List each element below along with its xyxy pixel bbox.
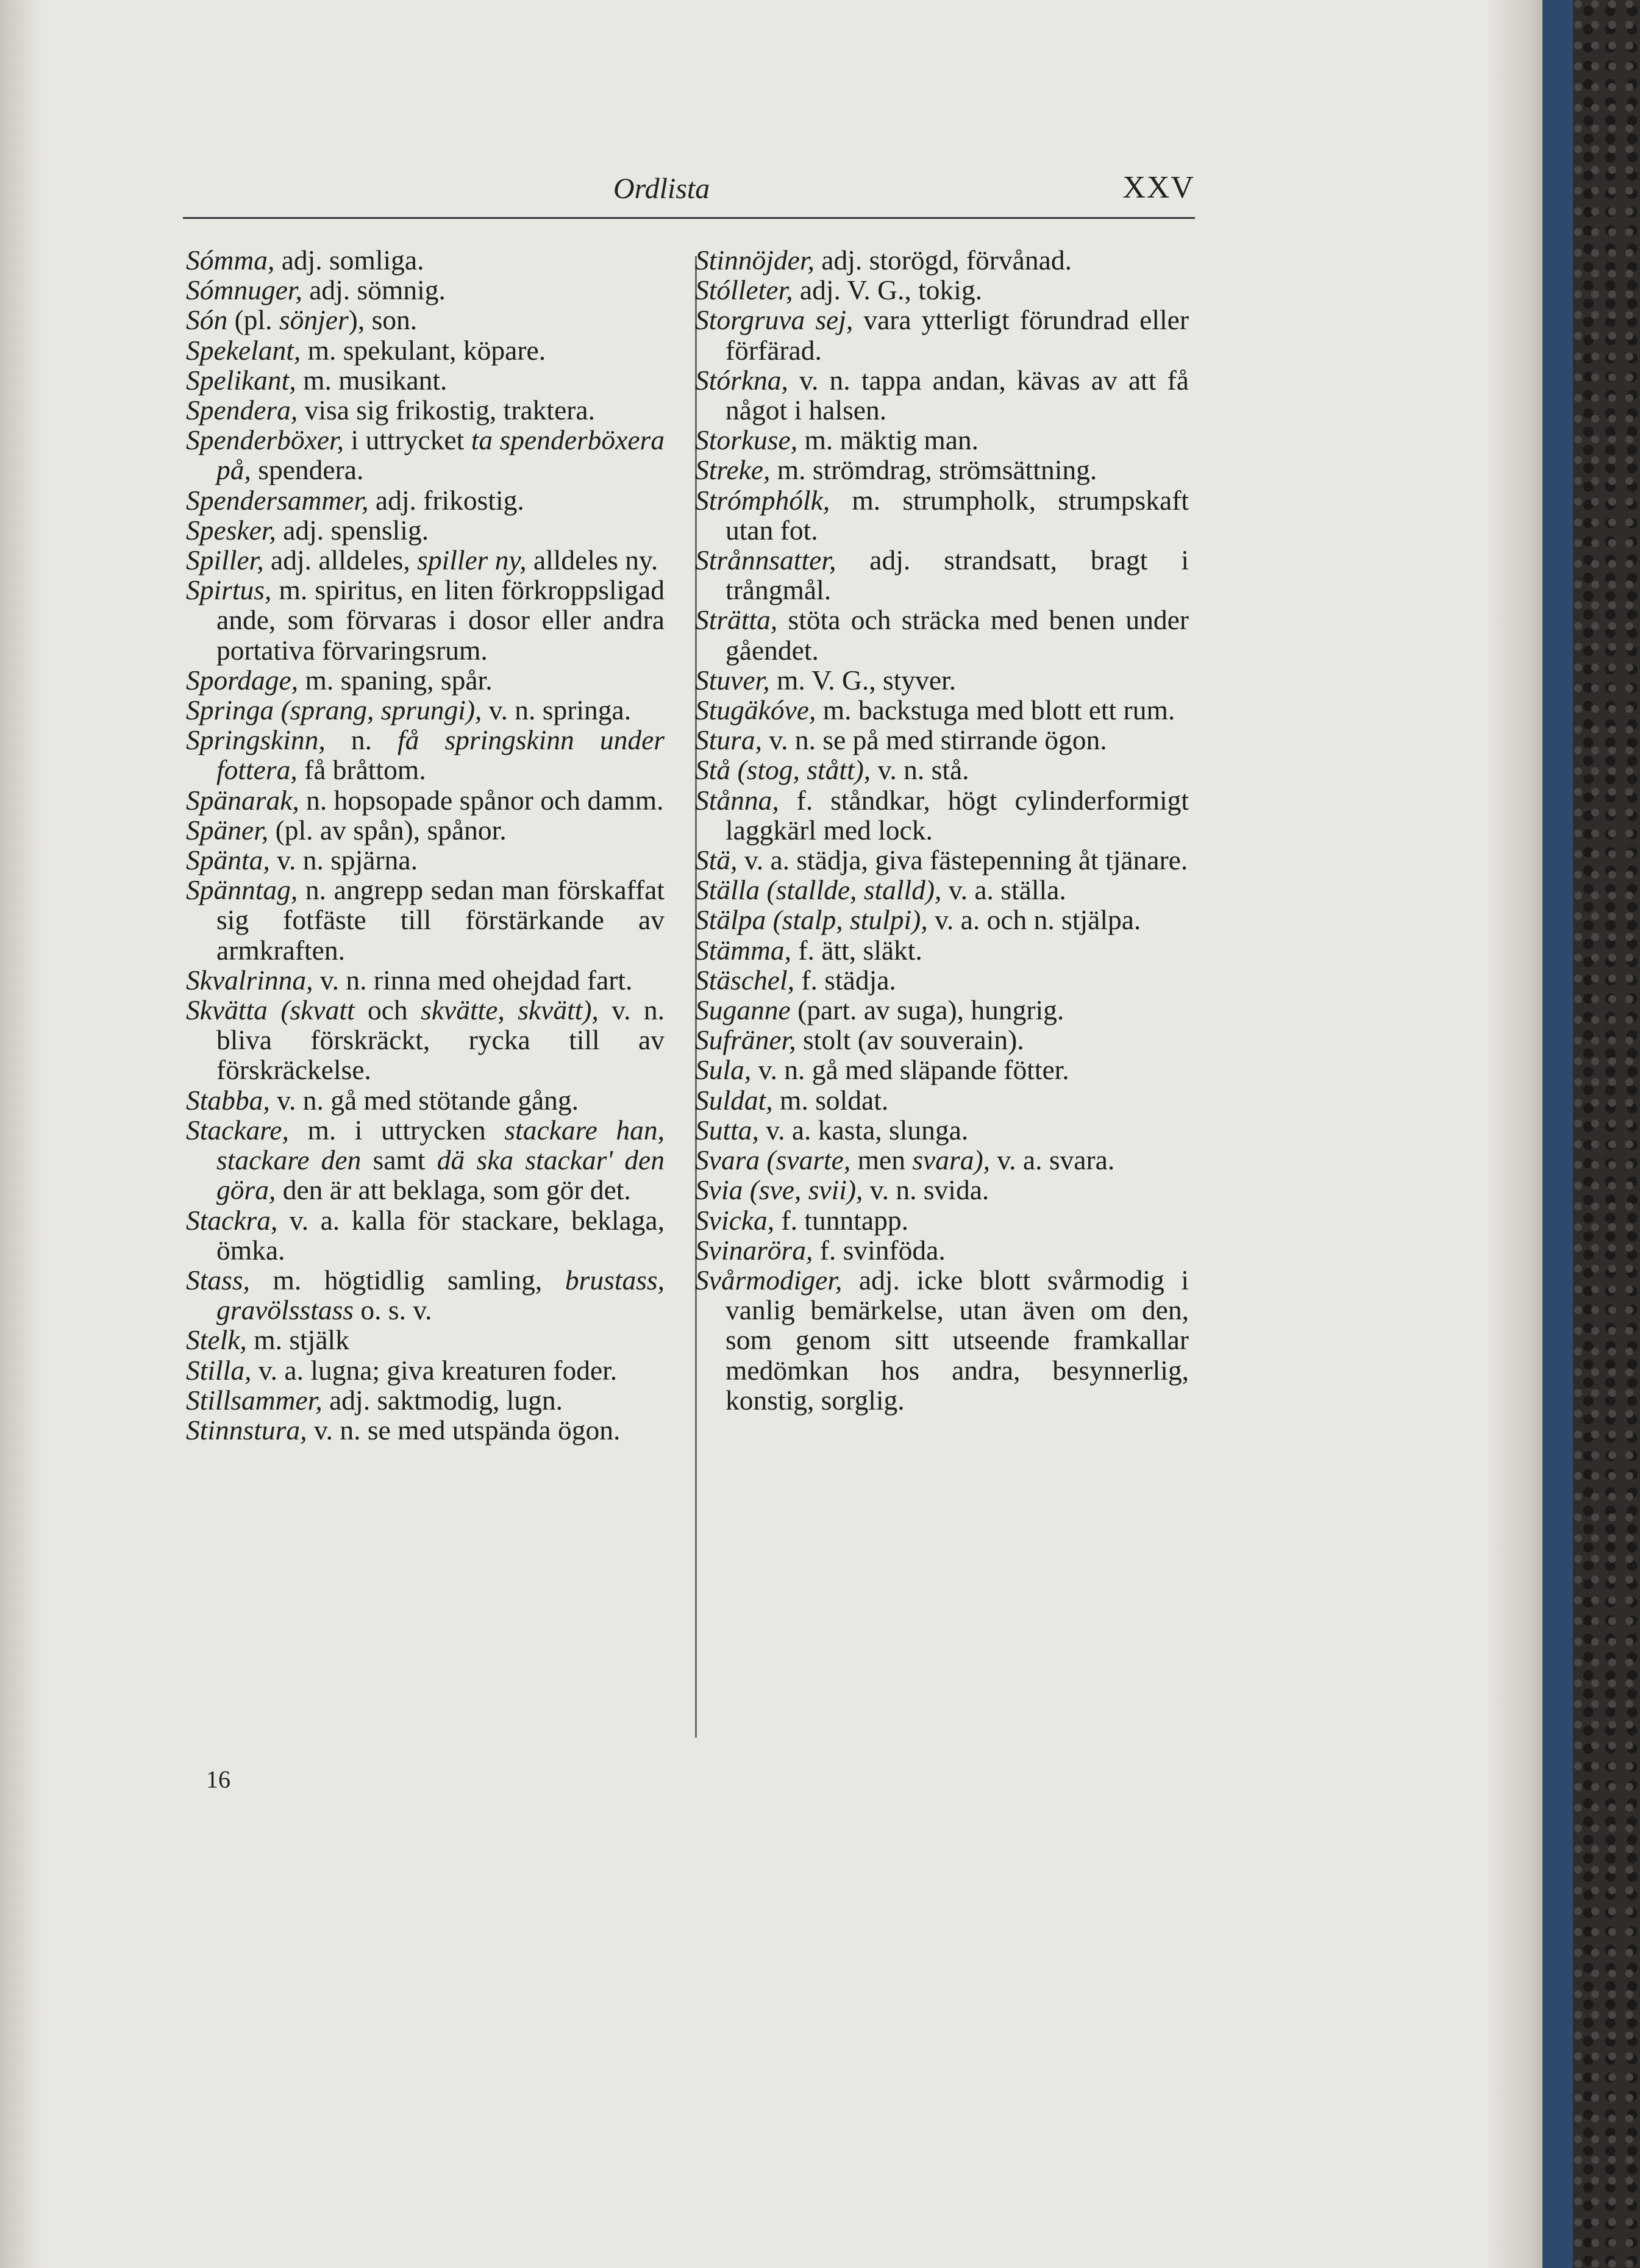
glossary-entry: Strätta, stöta och sträcka med benen under gåendet. [695,604,1189,666]
glossary-entry: Stórkna, v. n. tappa andan, kävas av att få något i halsen. [695,364,1189,426]
glossary-entry: Spesker, adj. spenslig. [186,514,429,546]
glossary-entry: Spendersammer, adj. frikostig. [186,484,524,516]
glossary-entry: Stabba, v. n. gå med stötande gång. [186,1084,579,1116]
glossary-entry: Ställa (stallde, stalld), v. a. ställa. [695,874,1066,906]
background-cloth [1573,0,1640,2268]
glossary-entry: Spelikant, m. musikant. [186,364,447,396]
glossary-entry: Sutta, v. a. kasta, slunga. [695,1114,969,1146]
glossary-entry: Spenderböxer, i uttrycket ta spenderböxera på, spendera. [186,424,665,486]
book-spine [1542,0,1573,2268]
glossary-entry: Spänarak, n. hopsopade spånor och damm. [186,784,664,816]
glossary-entry: Storkuse, m. mäktig man. [695,424,979,456]
glossary-entry: Svia (sve, svii), v. n. svida. [695,1174,989,1206]
glossary-entry: Stä, v. a. städja, giva fästepenning åt tjänare. [695,844,1188,876]
header-page-numeral: XXV [1122,170,1195,205]
glossary-entry: Späntа, v. n. spjärna. [186,844,418,876]
glossary-entry: Stilla, v. a. lugna; giva kreaturen foder. [186,1354,618,1386]
header-title: Ordlista [613,173,710,205]
glossary-entry: Svårmodiger, adj. icke blott svårmodig i vanlig bemärkelse, utan även om den, som genom sitt utseende framkallar medömkan hos andra, besynnerlig, konstig, sorglig. [695,1264,1189,1416]
glossary-entry: Skvätta (skvatt och skvätte, skvätt), v. n. bliva förskräckt, rycka till av förskräckelse. [186,994,665,1086]
glossary-entry: Skvalrinna, v. n. rinna med ohejdad fart. [186,964,633,996]
page-edge [1488,0,1549,2268]
glossary-entry: Stackare, m. i uttrycken stackare han, stackare den samt dä ska stackar' den göra, den är att beklaga, som gör det. [186,1114,665,1206]
glossary-entry: Svinaröra, f. svinföda. [695,1234,946,1266]
glossary-entry: Sómma, adj. somliga. [186,244,424,276]
glossary-entry: Stå (stog, stått), v. n. stå. [695,754,969,786]
glossary-entry: Späner, (pl. av spån), spånor. [186,814,507,846]
glossary-entry: Stäschel, f. städja. [695,964,896,996]
glossary-entry: Stackra, v. a. kalla för stackare, beklaga, ömka. [186,1204,665,1266]
glossary-entry: Suldat, m. soldat. [695,1084,889,1116]
glossary-entry: Sómnuger, adj. sömnig. [186,274,446,306]
glossary-entry: Stugäkóve, m. backstuga med blott ett rum. [695,694,1175,726]
glossary-entry: Són (pl. sönjer), son. [186,304,418,336]
glossary-entry: Suganne (part. av suga), hungrig. [695,994,1064,1026]
glossary-entry: Sufräner, stolt (av souverain). [695,1024,1024,1056]
glossary-entry: Strómphólk, m. strumpholk, strumpskaft utan fot. [695,484,1189,546]
glossary-entry: Spendera, visa sig frikostig, traktera. [186,394,595,426]
glossary-entry: Spekelant, m. spekulant, köpare. [186,334,546,366]
glossary-entry: Spordage, m. spaning, spår. [186,664,493,696]
glossary-column-right [695,245,1189,1415]
glossary-column-left [186,245,665,1445]
glossary-entry: Spirtus, m. spiritus, en liten förkroppsligad ande, som förvaras i dosor eller andra portativa förvaringsrum. [186,574,665,666]
glossary-entry: Svara (svarte, men svara), v. a. svara. [695,1144,1115,1176]
glossary-entry: Sula, v. n. gå med släpande fötter. [695,1054,1069,1086]
glossary-entry: Stånna, f. ståndkar, högt cylinderformigt laggkärl med lock. [695,784,1189,846]
glossary-entry: Stinnöjder, adj. storögd, förvånad. [695,244,1072,276]
glossary-entry: Stuver, m. V. G., styver. [695,664,957,696]
glossary-entry: Spiller, adj. alldeles, spiller ny, alldeles ny. [186,544,658,576]
glossary-entry: Stillsammer, adj. saktmodig, lugn. [186,1384,563,1416]
glossary-entry: Svicka, f. tunntapp. [695,1204,908,1236]
glossary-entry: Springskinn, n. få springskinn under fottera, få bråttom. [186,724,665,786]
page-gutter [0,0,43,2268]
glossary-entry: Storgruva sej, vara ytterligt förundrad eller förfärad. [695,304,1189,366]
glossary-entry: Stälpa (stalp, stulpi), v. a. och n. stjälpa. [695,904,1141,936]
glossary-entry: Spänntag, n. angrepp sedan man förskaffat sig fotfäste till förstärkande av armkraften. [186,874,665,966]
glossary-entry: Stinnstura, v. n. se med utspända ögon. [186,1414,621,1446]
glossary-entry: Stämma, f. ätt, släkt. [695,934,922,966]
glossary-entry: Strånnsatter, adj. strandsatt, bragt i trångmål. [695,544,1189,606]
running-header [183,166,1195,219]
glossary-entry: Stelk, m. stjälk [186,1324,349,1356]
glossary-entry: Streke, m. strömdrag, strömsättning. [695,454,1097,486]
signature-number: 16 [206,1766,230,1793]
glossary-entry: Stólleter, adj. V. G., tokig. [695,274,983,306]
glossary-entry: Springa (sprang, sprungi), v. n. springa. [186,694,632,726]
glossary-entry: Stura, v. n. se på med stirrande ögon. [695,724,1107,756]
glossary-entry: Stass, m. högtidlig samling, brustass, gravölsstass o. s. v. [186,1264,665,1326]
